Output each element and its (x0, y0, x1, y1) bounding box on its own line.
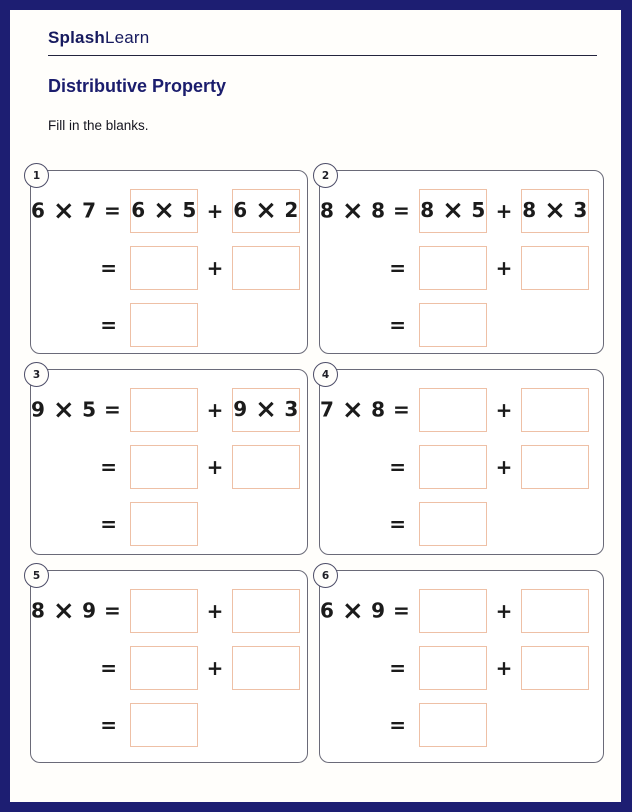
equation-lhs: 6 × 9 = (320, 596, 411, 626)
answer-box[interactable] (232, 246, 300, 290)
answer-box[interactable] (130, 246, 198, 290)
equation-lhs: 8 × 9 = (31, 596, 122, 626)
equals-sign: = (389, 256, 406, 280)
plus-sign: + (495, 199, 513, 223)
given-box: 6 × 5 (130, 189, 198, 233)
problem-number: 6 (321, 569, 330, 582)
plus-sign: + (495, 599, 513, 623)
problem-number-badge (24, 362, 49, 387)
equals-sign: = (389, 656, 406, 680)
problem-number-badge (313, 563, 338, 588)
answer-box[interactable] (130, 388, 198, 432)
answer-box[interactable] (419, 246, 487, 290)
page-title: Distributive Property (48, 76, 227, 96)
plus-sign: + (206, 256, 224, 280)
plus-sign: + (206, 599, 224, 623)
answer-box[interactable] (130, 703, 198, 747)
problem-number: 1 (32, 169, 41, 182)
problem-card-1 (30, 170, 308, 354)
answer-box[interactable] (419, 589, 487, 633)
header-divider (48, 55, 597, 56)
answer-box[interactable] (521, 589, 589, 633)
problem-number-badge (313, 163, 338, 188)
equation-lhs: 6 × 7 = (31, 196, 122, 226)
equals-sign: = (100, 512, 117, 536)
logo-text-regular: Learn (104, 28, 150, 47)
answer-box[interactable] (521, 388, 589, 432)
equals-sign: = (100, 713, 117, 737)
equation-lhs: 8 × 8 = (320, 196, 411, 226)
equals-sign: = (100, 455, 117, 479)
plus-sign: + (495, 455, 513, 479)
plus-sign: + (495, 256, 513, 280)
plus-sign: + (206, 398, 224, 422)
plus-sign: + (206, 455, 224, 479)
answer-box[interactable] (419, 303, 487, 347)
problem-card-2 (319, 170, 604, 354)
answer-box[interactable] (419, 502, 487, 546)
problem-number: 3 (32, 368, 41, 381)
equation-lhs: 7 × 8 = (320, 395, 411, 425)
given-box: 6 × 2 (232, 189, 300, 233)
worksheet-page (10, 10, 621, 802)
equals-sign: = (389, 313, 406, 337)
problem-number-badge (313, 362, 338, 387)
answer-box[interactable] (521, 246, 589, 290)
problem-card-5 (30, 570, 308, 763)
answer-box[interactable] (419, 646, 487, 690)
equals-sign: = (389, 512, 406, 536)
equals-sign: = (389, 455, 406, 479)
answer-box[interactable] (232, 646, 300, 690)
problem-card-6 (319, 570, 604, 763)
given-box: 9 × 3 (232, 388, 300, 432)
plus-sign: + (495, 656, 513, 680)
problems-grid (30, 170, 604, 763)
equals-sign: = (100, 313, 117, 337)
answer-box[interactable] (419, 445, 487, 489)
problem-number: 5 (32, 569, 41, 582)
answer-box[interactable] (521, 445, 589, 489)
answer-box[interactable] (232, 589, 300, 633)
problem-card-4 (319, 369, 604, 555)
given-box: 8 × 5 (419, 189, 487, 233)
plus-sign: + (206, 656, 224, 680)
plus-sign: + (495, 398, 513, 422)
answer-box[interactable] (130, 646, 198, 690)
answer-box[interactable] (130, 445, 198, 489)
problem-number: 4 (321, 368, 330, 381)
answer-box[interactable] (521, 646, 589, 690)
given-box: 8 × 3 (521, 189, 589, 233)
problem-card-3 (30, 369, 308, 555)
problem-number-badge (24, 163, 49, 188)
instruction-text: Fill in the blanks. (48, 118, 149, 133)
answer-box[interactable] (130, 589, 198, 633)
plus-sign: + (206, 199, 224, 223)
equation-lhs: 9 × 5 = (31, 395, 122, 425)
answer-box[interactable] (130, 303, 198, 347)
answer-box[interactable] (419, 388, 487, 432)
logo-text-bold: Splash (48, 28, 105, 47)
answer-box[interactable] (130, 502, 198, 546)
problem-number-badge (24, 563, 49, 588)
equals-sign: = (100, 256, 117, 280)
worksheet-header (10, 10, 621, 133)
problem-number: 2 (321, 169, 330, 182)
answer-box[interactable] (232, 445, 300, 489)
splashlearn-logo (48, 28, 597, 48)
answer-box[interactable] (419, 703, 487, 747)
equals-sign: = (389, 713, 406, 737)
equals-sign: = (100, 656, 117, 680)
